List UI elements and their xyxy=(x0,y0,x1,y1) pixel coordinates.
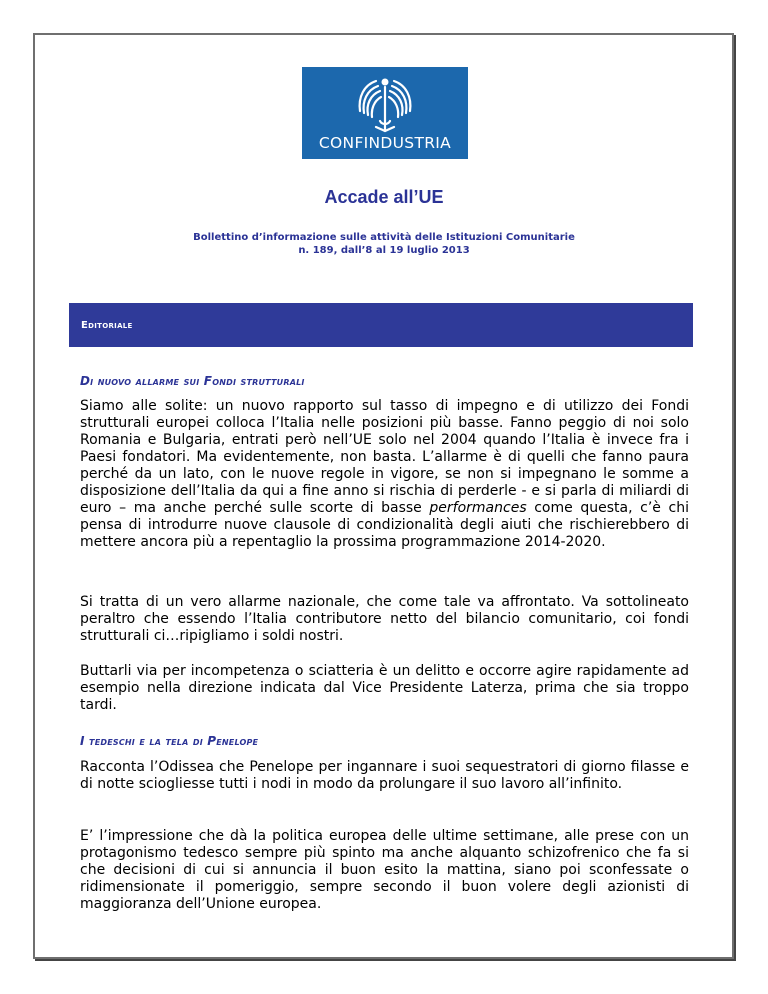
paragraph-text: Siamo alle solite: un nuovo rapporto sul tasso di impegno e di utilizzo dei Fondi strutturali europei colloca l’Italia nelle posizioni più basse. Fanno peggio di noi solo Romania e Bulgaria, entrati però nell’UE solo nel 2004 quando l’Italia è invece fra i Paesi fondatori. Ma evidentemente, non basta. L’allarme è di quelli che fanno paura perché da un lato, con le nuove regole in vigore, se non si impegnano le somme a disposizione dell’Italia da qui a fine anno si rischia di perderle - e si parla di miliardi di euro – ma anche perché sulle scorte di basse xyxy=(80,398,689,516)
article-paragraph: Buttarli via per incompetenza o sciatteria è un delitto e occorre agire rapidamente ad esempio nella direzione indicata dal Vice Presidente Laterza, prima che sia troppo tardi. xyxy=(80,663,689,713)
section-banner xyxy=(69,303,693,347)
logo-text: CONFINDUSTRIA xyxy=(318,134,452,152)
article-heading: I tedeschi e la tela di Penelope xyxy=(80,734,259,748)
article-paragraph xyxy=(80,398,689,551)
paragraph-emphasis: performances xyxy=(429,500,527,516)
article-paragraph: Racconta l’Odissea che Penelope per ingannare i suoi sequestratori di giorno filasse e di notte sciogliesse tutti i nodi in modo da prolungare il suo lavoro all’infinito. xyxy=(80,759,689,792)
paragraph-text: come questa, c’è chi pensa di introdurre nuove clausole di condizionalità degli aiuti che rischierebbero di mettere ancora più a repentaglio la prossima programmazione 2014-2020. xyxy=(80,500,689,550)
page-title: Accade all’UE xyxy=(324,187,444,207)
bulletin-subtitle xyxy=(0,231,768,257)
article-heading: Di nuovo allarme sui Fondi strutturali xyxy=(80,374,305,388)
article-paragraph: Si tratta di un vero allarme nazionale, che come tale va affrontato. Va sottolineato peraltro che essendo l’Italia contributore netto del bilancio comunitario, coi fondi strutturali ci…ripigliamo i soldi nostri. xyxy=(80,594,689,644)
subtitle-line-2: n. 189, dall’8 al 19 luglio 2013 xyxy=(298,245,470,256)
article-paragraph: E’ l’impressione che dà la politica europea delle ultime settimane, alle prese con un protagonismo tedesco sempre più spinto ma anche alquanto schizofrenico che fa si che decisioni di cui si annuncia il buon esito la mattina, siano poi sconfessate o ridimensionate il pomeriggio, sempre secondo il buon volere degli azionisti di maggioranza dell’Unione europea. xyxy=(80,828,689,912)
confindustria-logo xyxy=(302,67,468,159)
eagle-icon xyxy=(354,73,416,133)
section-label: Editoriale xyxy=(81,320,133,331)
subtitle-line-1: Bollettino d’informazione sulle attività delle Istituzioni Comunitarie xyxy=(193,232,575,243)
